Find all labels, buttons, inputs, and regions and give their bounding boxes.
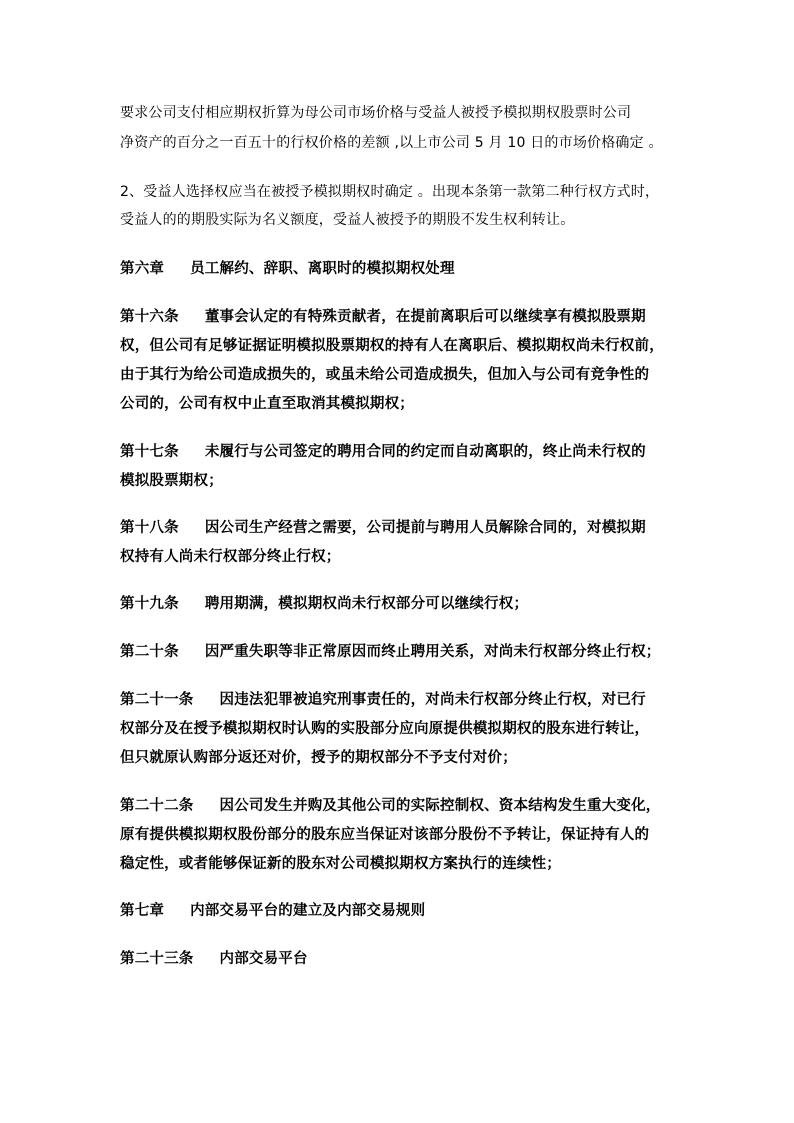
article-line: 模拟股票期权；: [120, 473, 223, 489]
chapter-title: 员工解约、辞职、离职时的模拟期权处理: [190, 261, 455, 277]
article-line: 稳定性，或者能够保证新的股东对公司模拟期权方案执行的连续性；: [120, 856, 561, 872]
paragraph-line: 受益人的的期股实际为名义额度，受益人被授予的期股不发生权利转让。: [120, 212, 575, 228]
article-text: 因违法犯罪被追究刑事责任的，对尚未行权部分终止行权，对已行: [219, 692, 646, 708]
article-line: [120, 307, 646, 327]
chapter-title: 内部交易平台的建立及内部交易规则: [190, 903, 426, 919]
article-line: [120, 442, 646, 462]
article-line: [120, 949, 308, 969]
article-line: 权持有人尚未行权部分终止行权；: [120, 549, 341, 565]
article-number: 第十六条: [120, 309, 179, 325]
article-line: [120, 518, 646, 538]
article-number: 第十八条: [120, 520, 179, 536]
article-line: 由于其行为给公司造成损失的，或虽未给公司造成损失，但加入与公司有竞争性的: [120, 367, 650, 383]
article-line: 原有提供模拟期权股份部分的股东应当保证对该部分股份不予转让，保证持有人的: [120, 827, 650, 843]
article-line: 公司的，公司有权中止直至取消其模拟期权；: [120, 396, 414, 412]
article-text: 因严重失职等非正常原因而终止聘用关系，对尚未行权部分终止行权；: [204, 644, 661, 660]
chapter-number: 第六章: [120, 261, 165, 277]
chapter-number: 第七章: [120, 903, 165, 919]
article-line: 但只就原认购部分返还对价，授予的期权部分不予支付对价；: [120, 750, 517, 766]
article-text: 因公司生产经营之需要，公司提前与聘用人员解除合同的，对模拟期: [204, 520, 646, 536]
article-text: 聘用期满，模拟期权尚未行权部分可以继续行权；: [204, 596, 529, 612]
article-number: 第二十二条: [120, 798, 194, 814]
paragraph-line: 2、受益人选择权应当在被授予模拟期权时确定 。出现本条第一款第二种行权方式时，: [120, 184, 660, 200]
article-number: 第二十条: [120, 644, 179, 660]
chapter-heading: [120, 259, 455, 279]
article-number: 第十七条: [120, 444, 179, 460]
article-line: 权部分及在授予模拟期权时认购的实股部分应向原提供模拟期权的股东进行转让，: [120, 721, 650, 737]
article-number: 第十九条: [120, 596, 179, 612]
article-line: [120, 642, 661, 662]
article-text: 未履行与公司签定的聘用合同的约定而自动离职的，终止尚未行权的: [204, 444, 646, 460]
article-line: [120, 796, 661, 816]
article-number: 第二十三条: [120, 951, 194, 967]
paragraph-line: 要求公司支付相应期权折算为母公司市场价格与受益人被授予模拟期权股票时公司: [120, 105, 632, 121]
chapter-heading: [120, 901, 425, 921]
article-line: [120, 594, 528, 614]
article-text: 董事会认定的有特殊贡献者，在提前离职后可以继续享有模拟股票期: [204, 309, 646, 325]
article-title: 内部交易平台: [219, 951, 308, 967]
article-line: 权，但公司有足够证据证明模拟股票期权的持有人在离职后、模拟期权尚未行权前，: [120, 338, 664, 354]
article-number: 第二十一条: [120, 692, 194, 708]
article-line: [120, 690, 646, 710]
article-text: 因公司发生并购及其他公司的实际控制权、资本结构发生重大变化，: [219, 798, 661, 814]
paragraph-line: 净资产的百分之一百五十的行权价格的差额 ,以上市公司 5 月 10 日的市场价格确定 。: [120, 135, 663, 151]
